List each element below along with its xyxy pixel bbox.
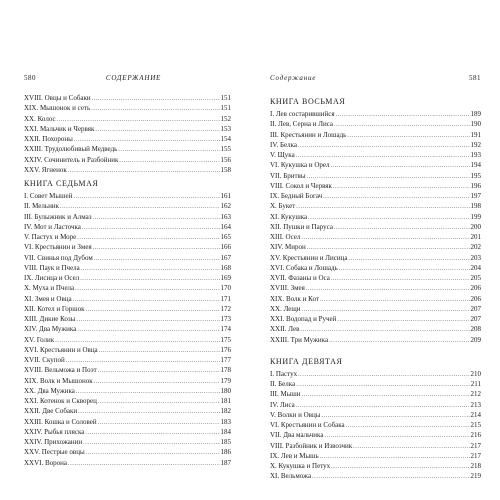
toc-entry-page: 192 bbox=[470, 140, 481, 149]
dot-leader bbox=[339, 264, 470, 274]
toc-entry-page: 178 bbox=[220, 366, 231, 375]
right-running-head bbox=[270, 74, 481, 82]
toc-entry-title: XXIII. Кошка и Соловей bbox=[24, 417, 97, 426]
dot-leader bbox=[94, 254, 220, 264]
toc-entry bbox=[24, 355, 231, 365]
toc-entry-title: XXV. Ягненок bbox=[24, 165, 67, 174]
toc-entry bbox=[24, 294, 231, 304]
dot-leader bbox=[92, 94, 220, 104]
toc-entry-page: 165 bbox=[220, 233, 231, 241]
toc-entry bbox=[24, 417, 231, 427]
toc-entry-page: 197 bbox=[470, 192, 481, 200]
toc-entry-page: 173 bbox=[220, 315, 231, 323]
dot-leader bbox=[77, 325, 219, 335]
toc-entry-page: 214 bbox=[470, 410, 481, 419]
running-title: Содержание bbox=[270, 74, 317, 82]
toc-entry bbox=[24, 386, 231, 396]
dot-leader bbox=[353, 442, 469, 452]
dot-leader bbox=[78, 407, 219, 417]
dot-leader bbox=[296, 401, 470, 411]
dot-leader bbox=[301, 233, 469, 243]
toc-entry-title: IV. Лиса bbox=[270, 400, 295, 409]
toc-entry bbox=[24, 201, 231, 211]
toc-entry-title: XX. Колос bbox=[24, 114, 56, 123]
toc-entry bbox=[270, 430, 481, 440]
dot-leader bbox=[94, 377, 220, 387]
toc-entry-page: 171 bbox=[220, 294, 231, 303]
toc-entry bbox=[270, 379, 481, 389]
toc-entry-title: XXI. Мальчик и Червяк bbox=[24, 124, 95, 133]
dot-leader bbox=[337, 315, 469, 325]
toc-entry-page: 215 bbox=[470, 421, 481, 429]
page-number: 581 bbox=[469, 74, 481, 82]
left-running-head bbox=[24, 74, 231, 82]
toc-entry-page: 191 bbox=[470, 130, 481, 139]
toc-entry-page: 172 bbox=[220, 304, 231, 313]
toc-entry bbox=[24, 263, 231, 273]
toc-entry-page: 166 bbox=[220, 243, 231, 252]
toc-entry bbox=[270, 160, 481, 170]
toc-entry bbox=[270, 314, 481, 324]
toc-entry-page: 187 bbox=[220, 458, 231, 467]
toc-entry-page: 212 bbox=[470, 390, 481, 399]
dot-leader bbox=[329, 336, 469, 346]
toc-entry bbox=[24, 345, 231, 355]
toc-entry-title: XIII. Дикие Козы bbox=[24, 315, 76, 323]
toc-entry-page: 167 bbox=[220, 253, 231, 262]
toc-entry bbox=[24, 365, 231, 375]
toc-entry bbox=[270, 212, 481, 222]
toc-entry-page: 203 bbox=[470, 253, 481, 262]
dot-leader bbox=[68, 166, 220, 176]
dot-leader bbox=[73, 192, 219, 202]
toc-entry-title: XXII. Похороны bbox=[24, 135, 73, 143]
toc-entry bbox=[270, 389, 481, 399]
toc-entry-page: 179 bbox=[220, 376, 231, 385]
dot-leader bbox=[331, 462, 469, 472]
toc-entry-page: 163 bbox=[220, 212, 231, 221]
toc-entry-page: 213 bbox=[470, 400, 481, 409]
toc-entry bbox=[270, 201, 481, 211]
toc-entry-title: VI. Крестьянин и Собака bbox=[270, 421, 345, 429]
toc-entry-page: 186 bbox=[220, 448, 231, 457]
toc-entry bbox=[270, 471, 481, 481]
toc-entry-page: 182 bbox=[220, 407, 231, 416]
toc-entry-page: 211 bbox=[470, 380, 481, 388]
dot-leader bbox=[91, 104, 219, 114]
dot-leader bbox=[80, 274, 219, 284]
toc-entry-title: XVII. Фазаны и Оса bbox=[270, 274, 330, 282]
dot-leader bbox=[298, 370, 469, 380]
toc-entry bbox=[270, 283, 481, 293]
toc-entry-title: III. Мыши bbox=[270, 390, 301, 399]
toc-entry bbox=[270, 273, 481, 283]
dot-leader bbox=[98, 418, 220, 428]
toc-entry-page: 206 bbox=[470, 294, 481, 303]
toc-entry-page: 161 bbox=[220, 192, 231, 200]
toc-section-book-nine bbox=[270, 369, 481, 482]
toc-entry-title: XV. Крестьянин и Лисица bbox=[270, 253, 348, 262]
dot-leader bbox=[306, 284, 470, 294]
toc-entry-title: XII. Котел и Горшок bbox=[24, 304, 85, 313]
toc-entry-title: XIX. Мышонок и сеть bbox=[24, 104, 91, 113]
toc-entry-title: XVIII. Овцы и Собаки bbox=[24, 94, 91, 102]
toc-entry-page: 216 bbox=[470, 431, 481, 440]
toc-entry bbox=[24, 406, 231, 416]
toc-entry-page: 175 bbox=[220, 335, 231, 344]
toc-entry bbox=[270, 324, 481, 334]
toc-entry-page: 176 bbox=[220, 345, 231, 354]
toc-entry-page: 162 bbox=[220, 202, 231, 211]
toc-entry-page: 155 bbox=[220, 145, 231, 154]
dot-leader bbox=[346, 421, 470, 431]
dot-leader bbox=[75, 284, 219, 294]
toc-entry-title: VII. Бритвы bbox=[270, 171, 306, 180]
toc-entry bbox=[270, 222, 481, 232]
toc-entry-page: 199 bbox=[470, 212, 481, 221]
page-number: 580 bbox=[24, 74, 36, 82]
toc-section-book-seven bbox=[24, 191, 231, 468]
toc-entry-title: XXVI. Ворона bbox=[24, 458, 68, 467]
toc-entry-title: XIII. Осел bbox=[270, 233, 301, 241]
toc-entry-page: 151 bbox=[220, 94, 231, 102]
toc-entry bbox=[24, 335, 231, 345]
toc-entry bbox=[24, 376, 231, 386]
toc-entry-page: 190 bbox=[470, 120, 481, 129]
toc-entry bbox=[24, 93, 231, 103]
toc-entry-title: II. Мельник bbox=[24, 202, 59, 211]
dot-leader bbox=[347, 131, 469, 141]
toc-entry-title: XXIV. Прихожанин bbox=[24, 438, 83, 446]
toc-entry-title: XVII. Скупой bbox=[24, 356, 65, 364]
toc-entry-title: XX. Лещи bbox=[270, 304, 301, 313]
toc-section-book-eight bbox=[270, 109, 481, 345]
toc-entry-page: 204 bbox=[470, 263, 481, 272]
dot-leader bbox=[99, 346, 220, 356]
toc-entry-page: 196 bbox=[470, 181, 481, 190]
toc-entry-title: VII. Свинья под Дубом bbox=[24, 253, 93, 262]
toc-entry bbox=[24, 155, 231, 165]
toc-entry-page: 169 bbox=[220, 274, 231, 282]
toc-entry-page: 158 bbox=[220, 165, 231, 174]
book-heading-ninth: КНИГА ДЕВЯТАЯ bbox=[270, 356, 343, 366]
dot-leader bbox=[331, 161, 470, 171]
toc-entry-title: XII. Пушки и Паруса bbox=[270, 222, 333, 231]
toc-entry-title: XI. Змея и Овца bbox=[24, 294, 72, 303]
toc-entry-page: 207 bbox=[470, 315, 481, 323]
toc-entry-title: IV. Мот и Ласточка bbox=[24, 222, 81, 231]
dot-leader bbox=[331, 274, 470, 284]
toc-entry-page: 152 bbox=[220, 114, 231, 123]
book-heading-seventh: КНИГА СЕДЬМАЯ bbox=[24, 179, 99, 188]
dot-leader bbox=[296, 380, 470, 390]
toc-entry bbox=[270, 130, 481, 140]
toc-entry bbox=[24, 437, 231, 447]
dot-leader bbox=[93, 243, 220, 253]
toc-entry bbox=[270, 171, 481, 181]
dot-leader bbox=[320, 452, 470, 462]
toc-entry-title: VIII. Разбойник и Извозчик bbox=[270, 441, 353, 450]
toc-entry-page: 156 bbox=[220, 155, 231, 164]
toc-entry-page: 198 bbox=[470, 202, 481, 211]
dot-leader bbox=[323, 192, 469, 202]
toc-entry bbox=[24, 103, 231, 113]
toc-entry-page: 164 bbox=[220, 222, 231, 231]
toc-entry-page: 219 bbox=[470, 472, 481, 481]
dot-leader bbox=[76, 315, 219, 325]
toc-entry bbox=[270, 181, 481, 191]
dot-leader bbox=[296, 202, 469, 212]
dot-leader bbox=[86, 305, 220, 315]
toc-entry bbox=[24, 232, 231, 242]
toc-entry bbox=[270, 294, 481, 304]
toc-entry bbox=[270, 410, 481, 420]
toc-entry-title: I. Совет Мышей bbox=[24, 192, 73, 200]
toc-entry-title: V. Щука bbox=[270, 151, 295, 159]
toc-entry-page: 217 bbox=[470, 451, 481, 460]
toc-entry-title: X. Муха и Пчела bbox=[24, 284, 75, 293]
toc-entry-page: 153 bbox=[220, 124, 231, 133]
toc-entry-page: 189 bbox=[470, 110, 481, 118]
dot-leader bbox=[98, 397, 220, 407]
dot-leader bbox=[93, 213, 220, 223]
dot-leader bbox=[336, 110, 470, 120]
toc-entry-title: II. Белка bbox=[270, 380, 296, 388]
toc-entry-title: IX. Бедный Богач bbox=[270, 192, 323, 200]
dot-leader bbox=[334, 223, 470, 233]
toc-entry-title: XX. Два Мужика bbox=[24, 386, 75, 395]
toc-entry bbox=[270, 461, 481, 471]
toc-entry bbox=[24, 314, 231, 324]
dot-leader bbox=[77, 233, 219, 243]
dot-leader bbox=[334, 120, 469, 130]
toc-entry-title: IX. Лисица и Осел bbox=[24, 274, 80, 282]
dot-leader bbox=[298, 141, 469, 151]
toc-entry-title: VI. Крестьянин и Змея bbox=[24, 243, 92, 252]
dot-leader bbox=[83, 438, 219, 448]
toc-entry-title: VII. Два мальчика bbox=[270, 431, 324, 440]
left-toc bbox=[24, 93, 231, 468]
toc-entry-page: 174 bbox=[220, 325, 231, 334]
toc-entry bbox=[270, 400, 481, 410]
toc-entry-title: XI. Кукушка bbox=[270, 212, 308, 221]
toc-entry-title: XIV. Два Мужика bbox=[24, 325, 77, 334]
toc-entry-page: 217 bbox=[470, 441, 481, 450]
toc-entry bbox=[270, 140, 481, 150]
toc-entry bbox=[24, 212, 231, 222]
toc-entry-title: XVI. Собака и Лошадь bbox=[270, 263, 338, 272]
dot-leader bbox=[81, 264, 220, 274]
toc-entry bbox=[24, 144, 231, 154]
dot-leader bbox=[119, 156, 219, 166]
toc-entry-page: 183 bbox=[220, 417, 231, 426]
dot-leader bbox=[333, 182, 470, 192]
toc-entry bbox=[24, 134, 231, 144]
toc-entry-page: 177 bbox=[220, 356, 231, 364]
toc-entry-page: 185 bbox=[220, 438, 231, 446]
toc-entry-page: 206 bbox=[470, 284, 481, 293]
toc-entry-title: VIII. Паук и Пчела bbox=[24, 263, 80, 272]
toc-entry bbox=[24, 447, 231, 457]
running-title: СОДЕРЖАНИЕ bbox=[105, 74, 162, 82]
toc-entry-page: 207 bbox=[470, 304, 481, 313]
dot-leader bbox=[348, 254, 469, 264]
dot-leader bbox=[85, 428, 219, 438]
toc-entry-title: IX. Лев и Мышь bbox=[270, 451, 319, 460]
toc-entry bbox=[270, 441, 481, 451]
toc-section-continued bbox=[24, 93, 231, 175]
toc-entry bbox=[24, 324, 231, 334]
dot-leader bbox=[118, 145, 219, 155]
toc-entry-title: XXIV. Сочинитель и Разбойник bbox=[24, 155, 119, 164]
right-toc bbox=[270, 93, 481, 482]
toc-entry bbox=[24, 427, 231, 437]
toc-entry-page: 194 bbox=[470, 161, 481, 170]
toc-entry-page: 208 bbox=[470, 325, 481, 334]
toc-entry-title: VI. Кукушка и Орел bbox=[270, 161, 330, 170]
toc-entry-page: 193 bbox=[470, 151, 481, 159]
dot-leader bbox=[98, 366, 220, 376]
toc-entry bbox=[270, 150, 481, 160]
toc-entry bbox=[270, 232, 481, 242]
toc-entry-title: V. Волки и Овцы bbox=[270, 410, 321, 419]
toc-entry-page: 205 bbox=[470, 274, 481, 282]
toc-entry-title: XIV. Мирон bbox=[270, 243, 306, 252]
toc-entry bbox=[24, 458, 231, 468]
toc-entry-title: XVI. Крестьянин и Овца bbox=[24, 345, 98, 354]
toc-entry-title: III. Булыжник и Алмаз bbox=[24, 212, 92, 221]
toc-entry-page: 209 bbox=[470, 335, 481, 344]
toc-entry-title: XXI. Котенок и Скворец bbox=[24, 397, 97, 405]
dot-leader bbox=[73, 295, 220, 305]
toc-entry-title: XV. Голик bbox=[24, 335, 55, 344]
toc-entry bbox=[270, 420, 481, 430]
toc-entry bbox=[24, 242, 231, 252]
toc-entry-title: XVIII. Вельможа и Поэт bbox=[24, 366, 97, 375]
toc-entry-page: 210 bbox=[470, 369, 481, 378]
toc-entry bbox=[24, 191, 231, 201]
toc-entry-title: XI. Вельможа bbox=[270, 472, 312, 481]
toc-entry bbox=[270, 369, 481, 379]
toc-entry-title: III. Крестьянин и Лошадь bbox=[270, 130, 347, 139]
toc-entry bbox=[24, 114, 231, 124]
toc-entry-title: XXV. Пестрые овцы bbox=[24, 448, 85, 457]
toc-entry bbox=[270, 242, 481, 252]
toc-entry-page: 170 bbox=[220, 284, 231, 293]
dot-leader bbox=[320, 295, 470, 305]
toc-entry-title: V. Пастух и Море bbox=[24, 233, 77, 241]
toc-entry-title: XXII. Две Собаки bbox=[24, 407, 78, 416]
dot-leader bbox=[95, 125, 219, 135]
book-heading-eighth: КНИГА ВОСЬМАЯ bbox=[270, 97, 346, 106]
toc-entry-page: 200 bbox=[470, 222, 481, 231]
toc-entry bbox=[270, 109, 481, 119]
toc-entry-page: 180 bbox=[220, 386, 231, 395]
toc-entry bbox=[270, 119, 481, 129]
toc-entry bbox=[270, 253, 481, 263]
toc-entry bbox=[270, 263, 481, 273]
toc-entry-title: XIX. Волк и Мышонок bbox=[24, 376, 93, 385]
dot-leader bbox=[68, 459, 219, 469]
toc-entry bbox=[24, 273, 231, 283]
toc-entry-title: XXI. Водопад и Ручей bbox=[270, 315, 337, 323]
toc-entry-page: 195 bbox=[470, 171, 481, 180]
toc-entry-title: I. Лев состарившийся bbox=[270, 110, 335, 118]
toc-entry-page: 218 bbox=[470, 462, 481, 470]
toc-entry bbox=[270, 191, 481, 201]
dot-leader bbox=[82, 223, 220, 233]
toc-entry bbox=[24, 283, 231, 293]
toc-entry-title: XXIV. Рыбья пляска bbox=[24, 427, 85, 436]
toc-entry-title: II. Лев, Серна и Лиса bbox=[270, 120, 334, 129]
toc-entry-title: XXII. Лев bbox=[270, 325, 300, 334]
toc-entry bbox=[24, 396, 231, 406]
toc-entry-page: 181 bbox=[220, 397, 231, 405]
toc-entry-title: X. Кукушка и Петух bbox=[270, 462, 331, 470]
toc-entry-page: 168 bbox=[220, 263, 231, 272]
dot-leader bbox=[76, 387, 220, 397]
dot-leader bbox=[302, 390, 470, 400]
toc-entry-title: XXIII. Трудолюбивый Медведь bbox=[24, 145, 118, 154]
toc-entry bbox=[270, 335, 481, 345]
toc-entry bbox=[270, 304, 481, 314]
toc-entry-page: 202 bbox=[470, 243, 481, 252]
dot-leader bbox=[312, 472, 469, 482]
toc-entry-title: I. Пастух bbox=[270, 369, 298, 378]
toc-entry-page: 154 bbox=[220, 135, 231, 143]
toc-entry-title: X. Букет bbox=[270, 202, 296, 211]
toc-entry-title: VIII. Сокол и Червяк bbox=[270, 181, 332, 190]
toc-entry bbox=[24, 253, 231, 263]
toc-entry bbox=[270, 451, 481, 461]
toc-entry-title: XXIII. Три Мужика bbox=[270, 335, 329, 344]
toc-entry bbox=[24, 124, 231, 134]
toc-entry-page: 151 bbox=[220, 104, 231, 113]
right-page bbox=[250, 0, 500, 500]
toc-entry-page: 201 bbox=[470, 233, 481, 241]
toc-entry-title: XIX. Волк и Кот bbox=[270, 294, 319, 303]
toc-entry bbox=[24, 165, 231, 175]
toc-entry-title: XVIII. Змея bbox=[270, 284, 305, 293]
toc-entry-page: 184 bbox=[220, 427, 231, 436]
toc-entry-title: IV. Белка bbox=[270, 140, 298, 149]
toc-entry bbox=[24, 304, 231, 314]
dot-leader bbox=[86, 448, 220, 458]
toc-entry bbox=[24, 222, 231, 232]
